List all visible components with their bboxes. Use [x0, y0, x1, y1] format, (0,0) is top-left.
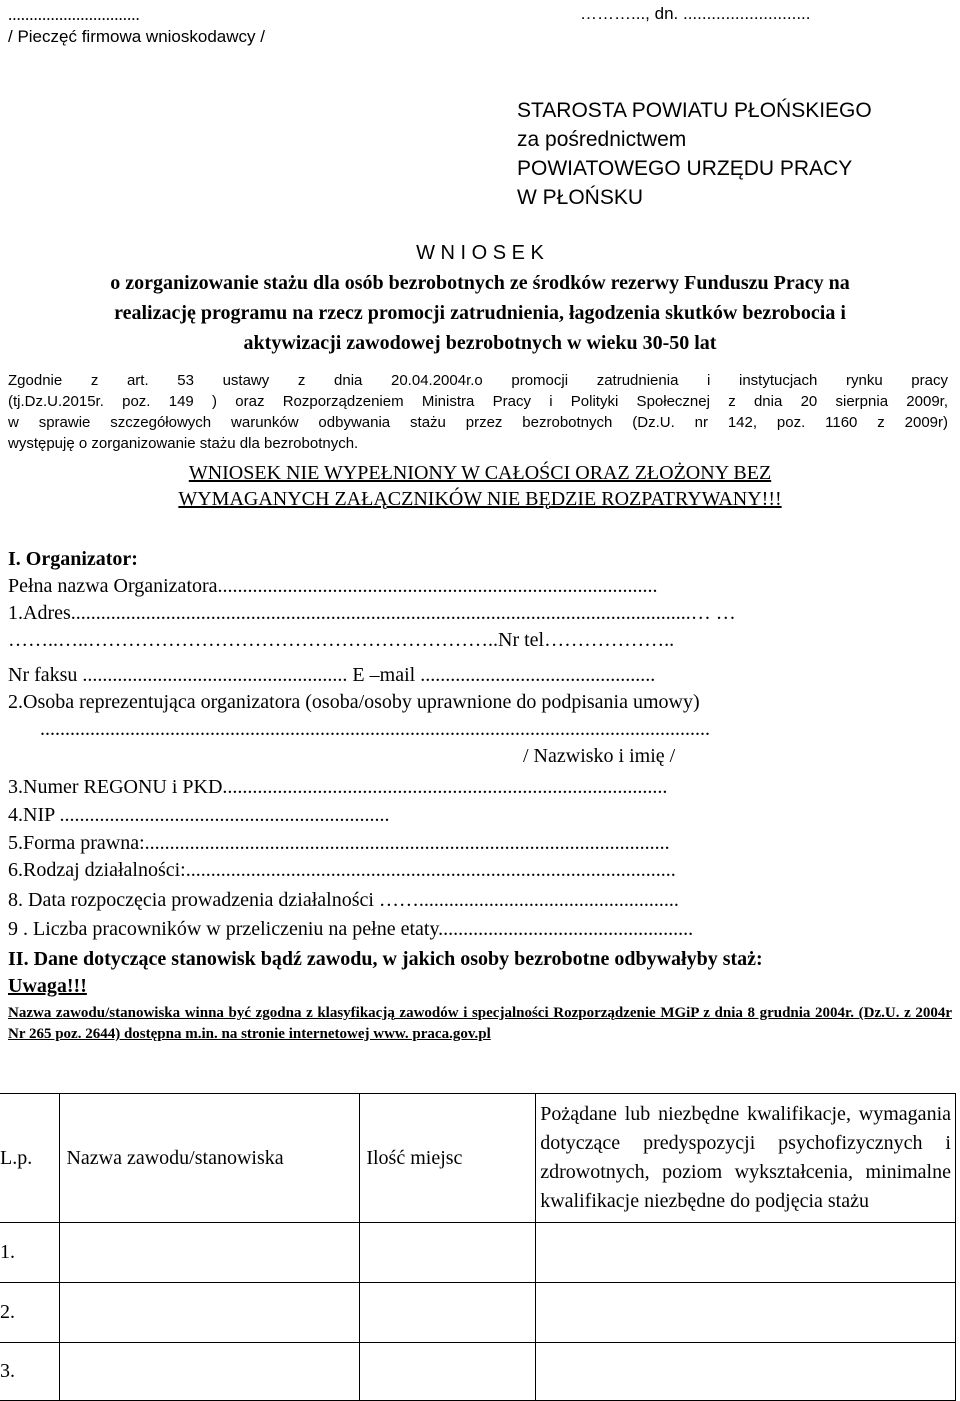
intro-line: (tj.Dz.U.2015r. poz. 149 ) oraz Rozporządzeniem Ministra Pracy i Polityki Społecznej z dnia 20 sierpnia 2009r,: [8, 393, 948, 410]
col-count-header: Ilość miejsc: [360, 1094, 536, 1223]
address-phone-field[interactable]: ……..…..……………………………………………………..Nr tel………………..: [8, 629, 675, 651]
qualifications-cell[interactable]: [536, 1283, 956, 1343]
table-row: [0, 1223, 956, 1283]
title-line: aktywizacji zawodowej bezrobotnych w wieku 30-50 lat: [243, 332, 717, 354]
col-name-header: Nazwa zawodu/stanowiska: [60, 1094, 360, 1223]
nip-field[interactable]: 4.NIP ..................................................................: [8, 804, 390, 826]
col-qualifications-header: Pożądane lub niezbędne kwalifikacje, wymagania dotyczące predyspozycji psychofizycznych i zdrowotnych, poziom wykształcenia, minimalne kwalifikacje niezbędne do podjęcia stażu: [536, 1094, 956, 1223]
intro-line: Zgodnie z art. 53 ustawy z dnia 20.04.2004r.o promocji zatrudnienia i instytucjach rynku pracy: [8, 372, 948, 389]
section1-heading: I. Organizator:: [8, 548, 138, 570]
intro-line: występuję o zorganizowanie stażu dla bezrobotnych.: [8, 435, 359, 452]
note-label: Uwaga!!!: [8, 975, 87, 997]
col-lp-header: L.p.: [0, 1094, 60, 1223]
fax-email-field[interactable]: Nr faksu ..................................................... E –mail ...............................................: [8, 664, 656, 686]
legal-intro: [8, 370, 948, 454]
regon-field[interactable]: 3.Numer REGONU i PKD.........................................................................................: [8, 776, 668, 798]
positions-table: [0, 1093, 956, 1401]
activity-type-field[interactable]: 6.Rodzaj działalności:..................................................................................................: [8, 859, 676, 881]
warning-line: WNIOSEK NIE WYPEŁNIONY W CAŁOŚCI ORAZ ZŁOŻONY BEZ: [188, 462, 772, 484]
addressee-line: W PŁOŃSKU: [517, 186, 644, 209]
row-number: 2.: [0, 1283, 60, 1343]
places-count-cell[interactable]: [360, 1223, 536, 1283]
intro-line: w sprawie szczegółowych warunków odbywania stażu przez bezrobotnych (Dz.U. nr 142, poz. 1160 z 2009r): [8, 414, 948, 431]
places-count-cell[interactable]: [360, 1343, 536, 1401]
title-heading: W N I O S E K: [416, 242, 544, 264]
document-title: [0, 238, 960, 358]
table-header-row: [0, 1094, 956, 1223]
stamp-block: [8, 4, 265, 48]
table-row: [0, 1283, 956, 1343]
position-name-cell[interactable]: [60, 1223, 360, 1283]
row-number: 1.: [0, 1223, 60, 1283]
organizer-name-field[interactable]: Pełna nazwa Organizatora........................................................................................: [8, 575, 658, 597]
position-name-cell[interactable]: [60, 1343, 360, 1401]
representative-label: 2.Osoba reprezentująca organizatora (osoba/osoby uprawnione do podpisania umowy): [8, 691, 700, 713]
representative-field[interactable]: ......................................................................................................................................: [40, 718, 710, 740]
note-text: Nazwa zawodu/stanowiska winna być zgodna z klasyfikacją zawodów i specjalności Rozporządzenie MGiP z dnia 8 grudnia 2004r. (Dz.U. z 2004r Nr 265 poz. 2644) dostępna m.in. na stronie internetowej www. praca.gov.pl: [8, 1005, 952, 1042]
addressee-line: za pośrednictwem: [517, 128, 687, 151]
date-line: ………..., dn. ...........................: [580, 4, 811, 23]
section2-heading: II. Dane dotyczące stanowisk bądź zawodu, w jakich osoby bezrobotne odbywałyby staż:: [8, 948, 763, 970]
addressee: [517, 96, 947, 212]
addressee-line: STAROSTA POWIATU PŁOŃSKIEGO: [517, 99, 872, 122]
activity-start-field[interactable]: 8. Data rozpoczęcia prowadzenia działalności ……....................................................: [8, 889, 679, 911]
places-count-cell[interactable]: [360, 1283, 536, 1343]
address-field[interactable]: 1.Adres............................................................................................................................… …: [8, 602, 736, 624]
warning-banner: [0, 460, 960, 512]
qualifications-cell[interactable]: [536, 1343, 956, 1401]
stamp-dots: ...............................: [8, 5, 140, 24]
title-line: o zorganizowanie stażu dla osób bezrobotnych ze środków rezerwy Funduszu Pracy na: [110, 272, 850, 294]
representative-name-caption: / Nazwisko i imię /: [523, 745, 676, 767]
warning-line: WYMAGANYCH ZAŁĄCZNIKÓW NIE BĘDZIE ROZPATRYWANY!!!: [178, 488, 782, 510]
row-number: 3.: [0, 1343, 60, 1401]
addressee-line: POWIATOWEGO URZĘDU PRACY: [517, 157, 853, 180]
stamp-label: / Pieczęć firmowa wnioskodawcy /: [8, 27, 265, 46]
legal-form-field[interactable]: 5.Forma prawna:.........................................................................................................: [8, 832, 670, 854]
title-line: realizację programu na rzecz promocji zatrudnienia, łagodzenia skutków bezrobocia i: [114, 302, 846, 324]
position-name-cell[interactable]: [60, 1283, 360, 1343]
qualifications-cell[interactable]: [536, 1223, 956, 1283]
employees-count-field[interactable]: 9 . Liczba pracowników w przeliczeniu na pełne etaty...................................................: [8, 918, 694, 940]
table-row: [0, 1343, 956, 1401]
